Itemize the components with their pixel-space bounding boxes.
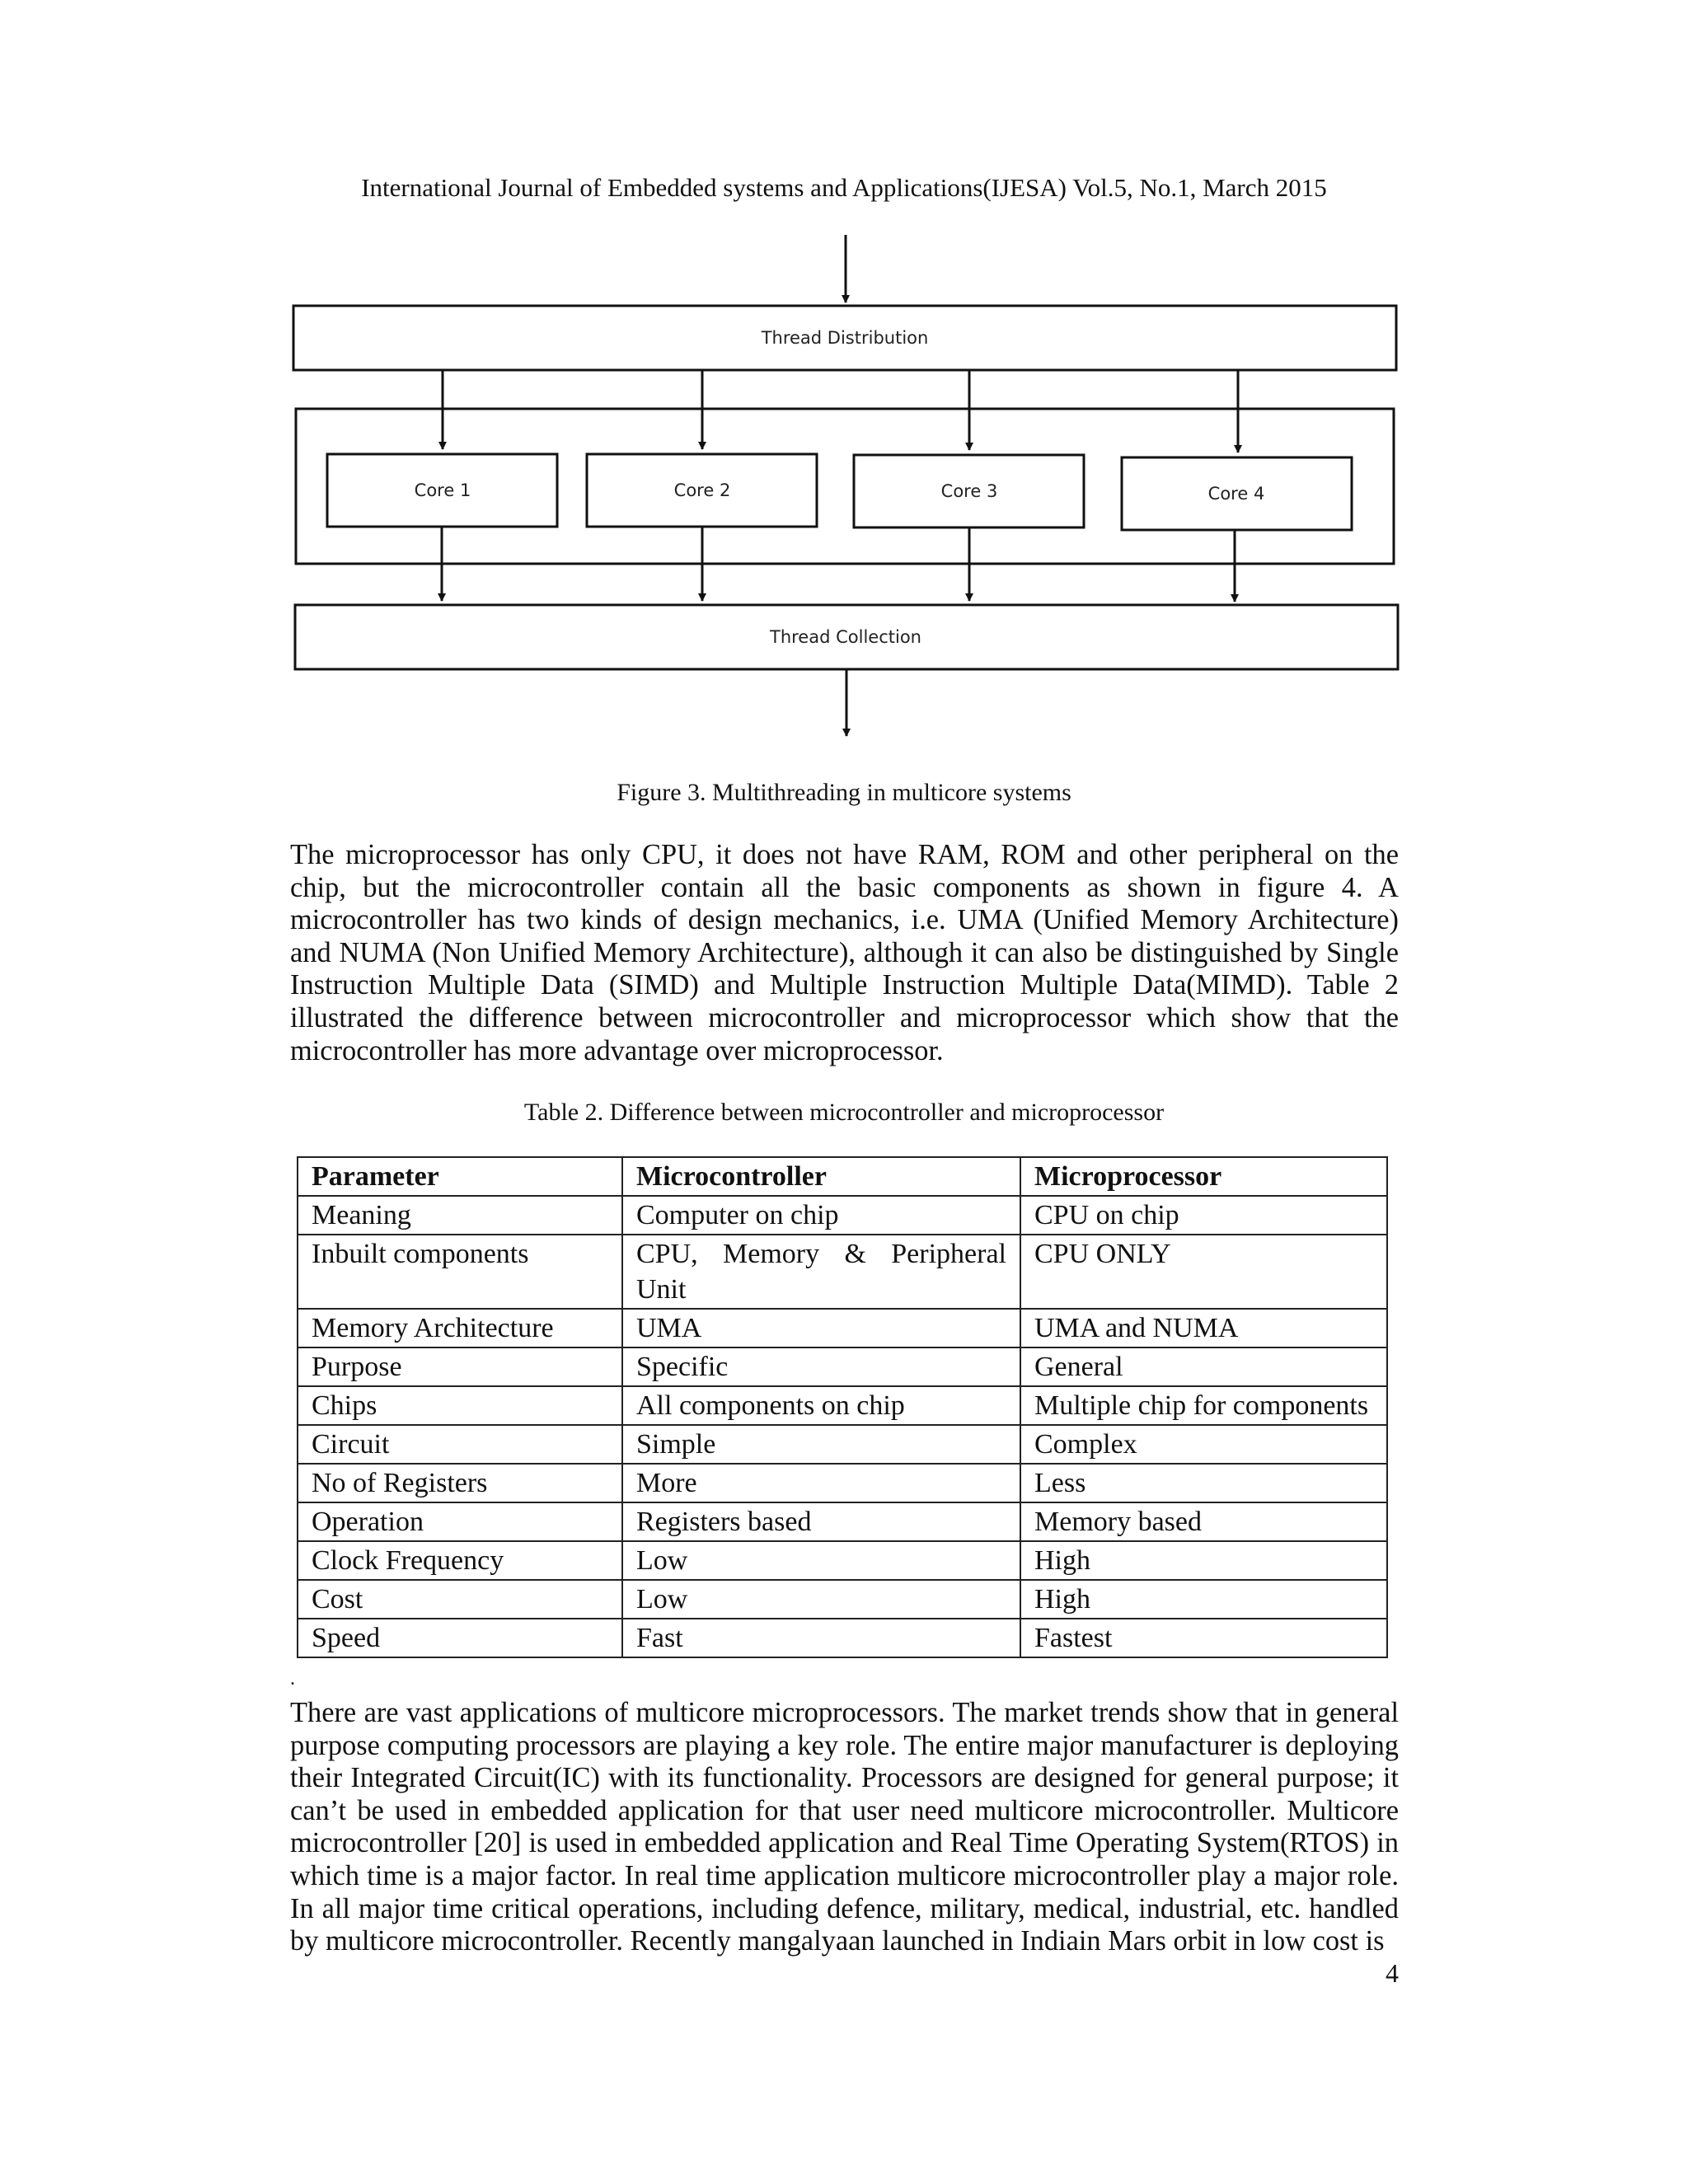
table-cell: General	[1020, 1347, 1387, 1386]
table-cell: Complex	[1020, 1425, 1387, 1464]
core-4-label: Core 4	[1207, 484, 1265, 504]
figure-caption: Figure 3. Multithreading in multicore systems	[617, 779, 1071, 806]
table-cell: UMA	[622, 1309, 1020, 1347]
table-row	[298, 1425, 1387, 1464]
table-row	[298, 1235, 1387, 1309]
diagram-canvas	[0, 0, 1688, 758]
table-cell: Cost	[298, 1580, 622, 1619]
table-cell: Low	[622, 1580, 1020, 1619]
comparison-table	[297, 1156, 1388, 1658]
table-cell: Multiple chip for components	[1020, 1386, 1387, 1425]
table-cell: Specific	[622, 1347, 1020, 1386]
table-row	[298, 1580, 1387, 1619]
table-cell: Purpose	[298, 1347, 622, 1386]
table-cell: Low	[622, 1541, 1020, 1580]
table-cell: Fastest	[1020, 1619, 1387, 1657]
table-cell: CPU on chip	[1020, 1196, 1387, 1235]
table-cell: CPU, Memory & Peripheral Unit	[622, 1235, 1020, 1309]
core-3-label: Core 3	[940, 481, 998, 501]
table-row	[298, 1464, 1387, 1502]
table-caption: Table 2. Difference between microcontroller and microprocessor	[523, 1099, 1165, 1126]
table-cell: Fast	[622, 1619, 1020, 1657]
table-cell: Computer on chip	[622, 1196, 1020, 1235]
core-2-label: Core 2	[673, 480, 731, 500]
body-paragraph-1: The microprocessor has only CPU, it does not have RAM, ROM and other peripheral on the chip, but the microcontroller contain all the basic components as shown in figure 4. A microcontroller has two kinds of design mechanics, i.e. UMA (Unified Memory Architecture) and NUMA (Non Unified Memory Architecture), although it can also be distinguished by Single Instruction Multiple Data (SIMD) and Multiple Instruction Multiple Data(MIMD). Table 2 illustrated the difference between microcontroller and microprocessor which show that the microcontroller has more advantage over microprocessor.	[290, 839, 1399, 1066]
multithreading-diagram	[0, 0, 1688, 758]
table-cell: All components on chip	[622, 1386, 1020, 1425]
table-row	[298, 1619, 1387, 1657]
table-trailing-mark: .	[290, 1668, 295, 1690]
header-microprocessor: Microprocessor	[1020, 1157, 1387, 1196]
page-number: 4	[1386, 1958, 1399, 1988]
table-cell: Speed	[298, 1619, 622, 1657]
header-parameter: Parameter	[298, 1157, 622, 1196]
table-cell: Inbuilt components	[298, 1235, 622, 1309]
table-cell: CPU ONLY	[1020, 1235, 1387, 1309]
table-row	[298, 1347, 1387, 1386]
table-cell: More	[622, 1464, 1020, 1502]
thread-distribution-label: Thread Distribution	[761, 328, 929, 348]
table-cell: High	[1020, 1580, 1387, 1619]
table-row	[298, 1502, 1387, 1541]
table-cell: UMA and NUMA	[1020, 1309, 1387, 1347]
table-cell: Meaning	[298, 1196, 622, 1235]
table-row	[298, 1386, 1387, 1425]
table-cell: High	[1020, 1541, 1387, 1580]
table-cell: Less	[1020, 1464, 1387, 1502]
table-row	[298, 1541, 1387, 1580]
table-header-row	[298, 1157, 1387, 1196]
table-cell: Memory Architecture	[298, 1309, 622, 1347]
core-1-label: Core 1	[414, 480, 471, 500]
table-row	[298, 1309, 1387, 1347]
table-cell: Circuit	[298, 1425, 622, 1464]
table-cell: Operation	[298, 1502, 622, 1541]
header-microcontroller: Microcontroller	[622, 1157, 1020, 1196]
table-cell: Memory based	[1020, 1502, 1387, 1541]
thread-collection-label: Thread Collection	[770, 627, 921, 647]
table-cell: No of Registers	[298, 1464, 622, 1502]
table-cell: Simple	[622, 1425, 1020, 1464]
table-cell: Clock Frequency	[298, 1541, 622, 1580]
table-cell: Chips	[298, 1386, 622, 1425]
body-paragraph-2: There are vast applications of multicore microprocessors. The market trends show that in general purpose computing processors are playing a key role. The entire major manufacturer is deploying their Integrated Circuit(IC) with its functionality. Processors are designed for general purpose; it can’t be used in embedded application for that user need multicore microcontroller. Multicore microcontroller [20] is used in embedded application and Real Time Operating System(RTOS) in which time is a major factor. In real time application multicore microcontroller play a major role. In all major time critical operations, including defence, military, medical, industrial, etc. handled by multicore microcontroller. Recently mangalyaan launched in Indiain Mars orbit in low cost is	[290, 1697, 1399, 1957]
table-cell: Registers based	[622, 1502, 1020, 1541]
running-header: International Journal of Embedded systems and Applications(IJESA) Vol.5, No.1, March 2015	[361, 173, 1327, 202]
table-row	[298, 1196, 1387, 1235]
